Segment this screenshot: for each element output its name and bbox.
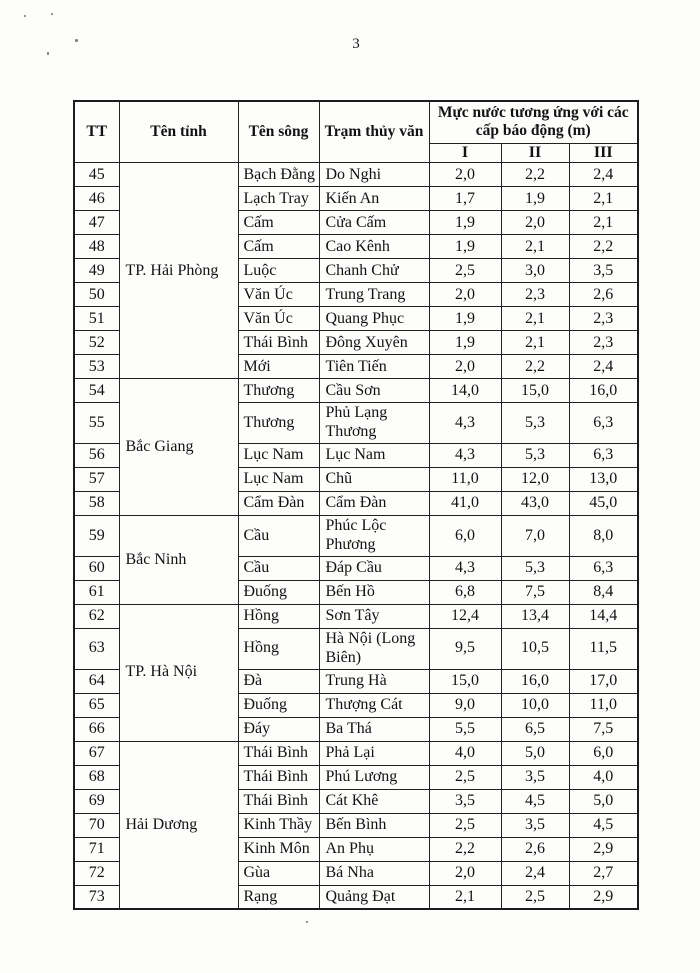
cell-level-i: 15,0 (429, 669, 501, 693)
cell-tt: 55 (74, 403, 119, 444)
cell-level-iii: 16,0 (569, 379, 638, 403)
table-row (74, 379, 638, 403)
cell-province: TP. Hải Phòng (119, 163, 238, 379)
cell-station: Cát Khê (319, 789, 429, 813)
cell-station: Do Nghi (319, 163, 429, 187)
cell-level-iii: 17,0 (569, 669, 638, 693)
cell-level-i: 9,0 (429, 693, 501, 717)
cell-level-iii: 2,4 (569, 355, 638, 379)
cell-level-ii: 3,5 (501, 813, 569, 837)
cell-level-iii: 2,2 (569, 235, 638, 259)
table-row (74, 741, 638, 765)
cell-river: Thương (238, 403, 319, 444)
cell-river: Cầu (238, 556, 319, 580)
cell-river: Văn Úc (238, 307, 319, 331)
cell-level-iii: 4,5 (569, 813, 638, 837)
table-body (74, 163, 638, 909)
cell-level-i: 2,0 (429, 355, 501, 379)
cell-level-i: 2,2 (429, 837, 501, 861)
cell-level-ii: 5,3 (501, 403, 569, 444)
header-level-ii: II (501, 143, 569, 163)
cell-river: Luộc (238, 259, 319, 283)
cell-province: Bắc Giang (119, 379, 238, 516)
cell-level-ii: 10,0 (501, 693, 569, 717)
table-row (74, 604, 638, 628)
cell-level-iii: 8,4 (569, 580, 638, 604)
cell-station: Phúc Lộc Phương (319, 516, 429, 557)
cell-level-i: 6,8 (429, 580, 501, 604)
cell-tt: 67 (74, 741, 119, 765)
water-level-table (73, 100, 639, 910)
cell-level-iii: 4,0 (569, 765, 638, 789)
cell-river: Kinh Môn (238, 837, 319, 861)
cell-tt: 54 (74, 379, 119, 403)
cell-tt: 59 (74, 516, 119, 557)
cell-river: Lục Nam (238, 468, 319, 492)
cell-station: Phả Lại (319, 741, 429, 765)
cell-river: Bạch Đằng (238, 163, 319, 187)
cell-river: Cẩm Đàn (238, 492, 319, 516)
cell-tt: 46 (74, 187, 119, 211)
cell-station: Bá Nha (319, 861, 429, 885)
cell-level-i: 2,5 (429, 765, 501, 789)
cell-tt: 70 (74, 813, 119, 837)
cell-province: Hải Dương (119, 741, 238, 909)
cell-station: Trung Hà (319, 669, 429, 693)
cell-station: Cẩm Đàn (319, 492, 429, 516)
cell-level-ii: 2,3 (501, 283, 569, 307)
cell-tt: 53 (74, 355, 119, 379)
header-levels-group: Mực nước tương ứng với các cấp báo động (m) (429, 101, 638, 143)
cell-station: Chanh Chử (319, 259, 429, 283)
cell-station: Phú Lương (319, 765, 429, 789)
cell-river: Lạch Tray (238, 187, 319, 211)
cell-river: Thương (238, 379, 319, 403)
cell-level-iii: 13,0 (569, 468, 638, 492)
cell-river: Cấm (238, 211, 319, 235)
cell-river: Đuống (238, 580, 319, 604)
scan-speck (306, 921, 308, 923)
cell-tt: 73 (74, 885, 119, 909)
header-station: Trạm thủy văn (319, 101, 429, 163)
cell-level-i: 41,0 (429, 492, 501, 516)
cell-station: Bến Hồ (319, 580, 429, 604)
cell-level-ii: 2,2 (501, 163, 569, 187)
cell-level-i: 9,5 (429, 628, 501, 669)
cell-tt: 72 (74, 861, 119, 885)
cell-tt: 52 (74, 331, 119, 355)
cell-level-ii: 3,5 (501, 765, 569, 789)
cell-river: Thái Bình (238, 741, 319, 765)
cell-level-i: 2,5 (429, 259, 501, 283)
cell-level-ii: 7,0 (501, 516, 569, 557)
cell-tt: 49 (74, 259, 119, 283)
cell-tt: 57 (74, 468, 119, 492)
cell-level-ii: 2,1 (501, 307, 569, 331)
header-row-main (74, 101, 638, 143)
cell-level-i: 3,5 (429, 789, 501, 813)
cell-station: Chũ (319, 468, 429, 492)
cell-level-i: 2,0 (429, 163, 501, 187)
cell-level-i: 1,7 (429, 187, 501, 211)
cell-station: Hà Nội (Long Biên) (319, 628, 429, 669)
cell-level-iii: 8,0 (569, 516, 638, 557)
cell-river: Đáy (238, 717, 319, 741)
cell-level-ii: 2,1 (501, 235, 569, 259)
cell-tt: 56 (74, 444, 119, 468)
cell-tt: 50 (74, 283, 119, 307)
cell-level-i: 2,5 (429, 813, 501, 837)
cell-station: Đông Xuyên (319, 331, 429, 355)
cell-level-ii: 2,5 (501, 885, 569, 909)
cell-station: Phủ Lạng Thương (319, 403, 429, 444)
cell-level-ii: 1,9 (501, 187, 569, 211)
table-row (74, 516, 638, 557)
cell-tt: 62 (74, 604, 119, 628)
cell-station: An Phụ (319, 837, 429, 861)
cell-level-iii: 6,0 (569, 741, 638, 765)
cell-level-i: 2,0 (429, 861, 501, 885)
cell-river: Hồng (238, 604, 319, 628)
cell-level-ii: 5,3 (501, 444, 569, 468)
cell-level-ii: 2,6 (501, 837, 569, 861)
cell-river: Đuống (238, 693, 319, 717)
cell-province: Bắc Ninh (119, 516, 238, 605)
cell-level-i: 12,4 (429, 604, 501, 628)
cell-level-i: 4,3 (429, 403, 501, 444)
cell-level-ii: 43,0 (501, 492, 569, 516)
cell-level-ii: 5,0 (501, 741, 569, 765)
cell-level-iii: 45,0 (569, 492, 638, 516)
cell-level-i: 11,0 (429, 468, 501, 492)
cell-tt: 60 (74, 556, 119, 580)
header-province: Tên tỉnh (119, 101, 238, 163)
cell-level-ii: 2,0 (501, 211, 569, 235)
cell-station: Lục Nam (319, 444, 429, 468)
cell-level-i: 2,0 (429, 283, 501, 307)
cell-level-ii: 4,5 (501, 789, 569, 813)
scan-speck (51, 13, 53, 15)
header-level-iii: III (569, 143, 638, 163)
cell-level-iii: 3,5 (569, 259, 638, 283)
page-number: 3 (352, 36, 360, 52)
cell-tt: 51 (74, 307, 119, 331)
cell-level-iii: 14,4 (569, 604, 638, 628)
cell-station: Trung Trang (319, 283, 429, 307)
cell-river: Gùa (238, 861, 319, 885)
cell-level-ii: 7,5 (501, 580, 569, 604)
cell-station: Cửa Cấm (319, 211, 429, 235)
cell-level-iii: 2,1 (569, 211, 638, 235)
cell-level-ii: 15,0 (501, 379, 569, 403)
cell-level-ii: 12,0 (501, 468, 569, 492)
cell-level-ii: 5,3 (501, 556, 569, 580)
cell-level-iii: 6,3 (569, 444, 638, 468)
cell-station: Sơn Tây (319, 604, 429, 628)
cell-level-i: 1,9 (429, 211, 501, 235)
cell-level-iii: 2,1 (569, 187, 638, 211)
cell-river: Kinh Thầy (238, 813, 319, 837)
cell-tt: 68 (74, 765, 119, 789)
cell-river: Hồng (238, 628, 319, 669)
cell-level-i: 14,0 (429, 379, 501, 403)
cell-tt: 45 (74, 163, 119, 187)
cell-level-ii: 2,4 (501, 861, 569, 885)
cell-tt: 71 (74, 837, 119, 861)
cell-level-i: 4,3 (429, 556, 501, 580)
cell-province: TP. Hà Nội (119, 604, 238, 741)
cell-tt: 48 (74, 235, 119, 259)
cell-station: Quảng Đạt (319, 885, 429, 909)
cell-level-i: 6,0 (429, 516, 501, 557)
cell-level-iii: 2,3 (569, 307, 638, 331)
cell-tt: 61 (74, 580, 119, 604)
cell-level-iii: 7,5 (569, 717, 638, 741)
header-river: Tên sông (238, 101, 319, 163)
cell-river: Văn Úc (238, 283, 319, 307)
cell-river: Cầu (238, 516, 319, 557)
cell-station: Thượng Cát (319, 693, 429, 717)
header-level-i: I (429, 143, 501, 163)
cell-level-i: 2,1 (429, 885, 501, 909)
table-row (74, 163, 638, 187)
cell-tt: 66 (74, 717, 119, 741)
cell-level-ii: 10,5 (501, 628, 569, 669)
cell-station: Cao Kênh (319, 235, 429, 259)
cell-river: Thái Bình (238, 765, 319, 789)
cell-station: Bến Bình (319, 813, 429, 837)
cell-level-i: 5,5 (429, 717, 501, 741)
cell-river: Thái Bình (238, 331, 319, 355)
cell-tt: 69 (74, 789, 119, 813)
cell-level-iii: 6,3 (569, 556, 638, 580)
cell-tt: 47 (74, 211, 119, 235)
cell-tt: 63 (74, 628, 119, 669)
cell-tt: 65 (74, 693, 119, 717)
cell-level-ii: 6,5 (501, 717, 569, 741)
cell-level-i: 1,9 (429, 307, 501, 331)
cell-level-i: 4,3 (429, 444, 501, 468)
cell-level-iii: 2,3 (569, 331, 638, 355)
cell-river: Rạng (238, 885, 319, 909)
cell-river: Lục Nam (238, 444, 319, 468)
cell-river: Cấm (238, 235, 319, 259)
cell-level-iii: 6,3 (569, 403, 638, 444)
cell-level-ii: 2,2 (501, 355, 569, 379)
cell-level-iii: 2,4 (569, 163, 638, 187)
cell-level-i: 1,9 (429, 235, 501, 259)
cell-station: Quang Phục (319, 307, 429, 331)
scan-speck (24, 15, 26, 17)
cell-level-iii: 2,9 (569, 837, 638, 861)
cell-level-ii: 13,4 (501, 604, 569, 628)
cell-station: Kiến An (319, 187, 429, 211)
cell-level-iii: 11,0 (569, 693, 638, 717)
cell-level-iii: 5,0 (569, 789, 638, 813)
cell-level-iii: 2,6 (569, 283, 638, 307)
cell-station: Đáp Cầu (319, 556, 429, 580)
header-tt: TT (74, 101, 119, 163)
cell-level-i: 1,9 (429, 331, 501, 355)
cell-river: Đà (238, 669, 319, 693)
cell-level-iii: 2,7 (569, 861, 638, 885)
cell-level-iii: 11,5 (569, 628, 638, 669)
cell-tt: 64 (74, 669, 119, 693)
cell-river: Thái Bình (238, 789, 319, 813)
cell-station: Cầu Sơn (319, 379, 429, 403)
cell-river: Mới (238, 355, 319, 379)
cell-level-iii: 2,9 (569, 885, 638, 909)
cell-level-ii: 2,1 (501, 331, 569, 355)
cell-level-ii: 3,0 (501, 259, 569, 283)
cell-station: Tiên Tiến (319, 355, 429, 379)
cell-level-ii: 16,0 (501, 669, 569, 693)
cell-level-i: 4,0 (429, 741, 501, 765)
cell-station: Ba Thá (319, 717, 429, 741)
cell-tt: 58 (74, 492, 119, 516)
